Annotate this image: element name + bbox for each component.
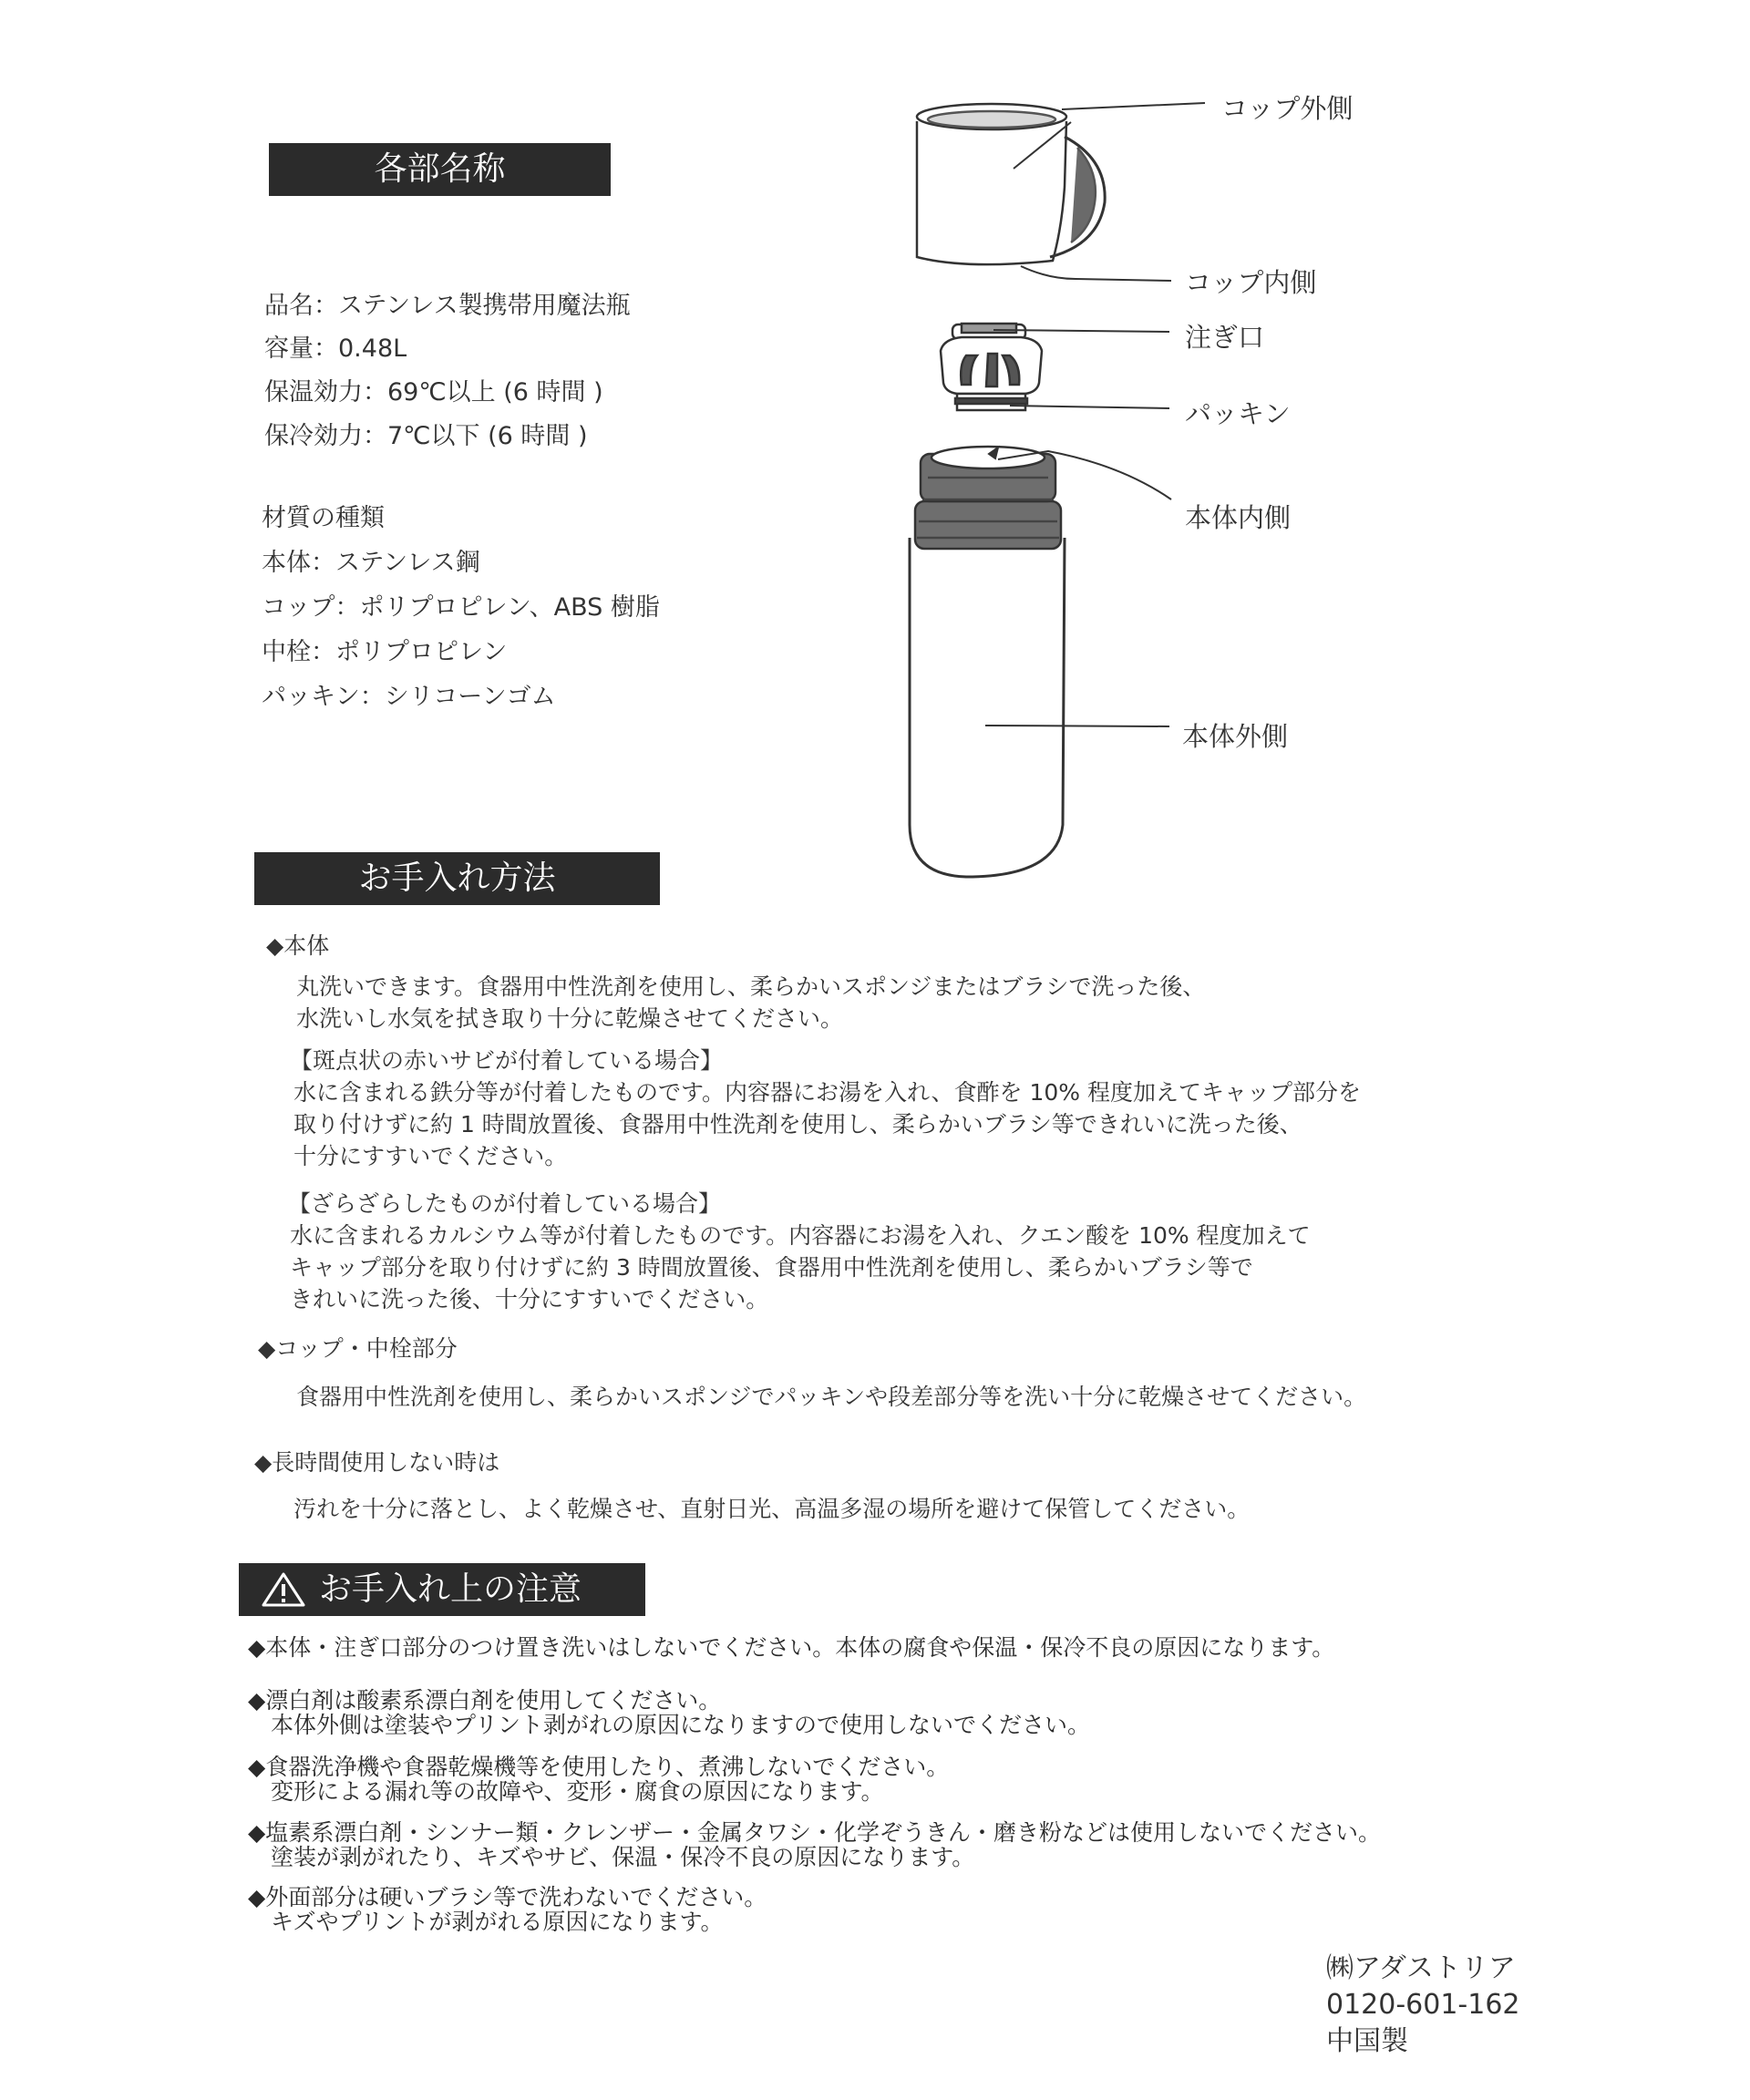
label-body-outer: 本体外側 [1182, 721, 1289, 752]
caution-heading [239, 1563, 645, 1616]
caution-item: ◆食器洗浄機や食器乾燥機等を使用したり、煮沸しないでください。 変形による漏れ等の故障や、変形・腐食の原因になります。 [248, 1754, 950, 1805]
spout-cap-illustration [941, 324, 1042, 410]
bottle-illustration [910, 447, 1065, 877]
rust-text: 水に含まれる鉄分等が付着したものです。内容器にお湯を入れ、食酢を 10% 程度加えてキャップ部分を 取り付けずに約 1 時間放置後、食器用中性洗剤を使用し、柔らかいブラシ等できれいに洗った後、 十分にすすいでください。 [293, 1079, 1361, 1169]
cup-illustration [917, 104, 1105, 264]
material-body: 本体：ステンレス鋼 [262, 549, 480, 577]
spec-capacity: 容量：0.48L [264, 335, 407, 363]
cup-title: ◆コップ・中栓部分 [258, 1335, 458, 1362]
storage-title: ◆長時間使用しない時は [254, 1449, 500, 1476]
materials-title: 材質の種類 [262, 504, 385, 532]
label-gasket: パッキン [1185, 398, 1291, 429]
care-heading: お手入れ方法 [254, 852, 660, 905]
country-of-origin: 中国製 [1326, 2025, 1408, 2057]
care-body-title: ◆本体 [266, 932, 330, 959]
rough-title: 【ざらざらしたものが付着している場合】 [288, 1190, 722, 1217]
care-body-text: 丸洗いできます。食器用中性洗剤を使用し、柔らかいスポンジまたはブラシで洗った後、 水洗いし水気を拭き取り十分に乾燥させてください。 [296, 973, 1206, 1032]
label-cup-outer: コップ外側 [1221, 93, 1354, 124]
company-info [1326, 1951, 1520, 2060]
storage-text: 汚れを十分に落とし、よく乾燥させ、直射日光、高温多湿の場所を避けて保管してください。 [293, 1496, 1251, 1522]
spec-product-name: 品名：ステンレス製携帯用魔法瓶 [264, 292, 631, 320]
label-body-inner: 本体内側 [1185, 502, 1292, 533]
material-inner-plug: 中栓：ポリプロピレン [262, 638, 508, 666]
caution-item: ◆塩素系漂白剤・シンナー類・クレンザー・金属タワシ・化学ぞうきん・磨き粉などは使用しないでください。 塗装が剥がれたり、キズやサビ、保温・保冷不良の原因になります。 [248, 1819, 1381, 1870]
caution-item: ◆漂白剤は酸素系漂白剤を使用してください。 本体外側は塗装やプリント剥がれの原因になりますので使用しないでください。 [248, 1687, 1091, 1738]
rust-title: 【斑点状の赤いサビが付着している場合】 [290, 1047, 724, 1074]
spec-cold-retention: 保冷効力：7℃以下 (6 時間 ) [264, 422, 588, 450]
caution-item: ◆本体・注ぎ口部分のつけ置き洗いはしないでください。本体の腐食や保温・保冷不良の原因になります。 [248, 1634, 1335, 1661]
caution-item: ◆外面部分は硬いブラシ等で洗わないでください。 キズやプリントが剥がれる原因になります。 [248, 1884, 767, 1935]
rough-text: 水に含まれるカルシウム等が付着したものです。内容器にお湯を入れ、クエン酸を 10% 程度加えて キャップ部分を取り付けずに約 3 時間放置後、食器用中性洗剤を使用し、柔らかいブラシ等で きれいに洗った後、十分にすすいでください。 [290, 1222, 1311, 1312]
spec-heat-retention: 保温効力：69℃以上 (6 時間 ) [264, 378, 603, 407]
material-gasket: パッキン：シリコーンゴム [262, 683, 556, 711]
company-phone: 0120-601-162 [1326, 1989, 1520, 2021]
warning-icon [261, 1571, 306, 1608]
cup-text: 食器用中性洗剤を使用し、柔らかいスポンジでパッキンや段差部分等を洗い十分に乾燥させてください。 [296, 1384, 1367, 1410]
parts-heading: 各部名称 [269, 143, 611, 196]
material-cup: コップ：ポリプロピレン、ABS 樹脂 [262, 593, 660, 622]
label-cup-inner: コップ内側 [1185, 267, 1317, 298]
label-spout: 注ぎ口 [1185, 322, 1265, 353]
company-name: ㈱アダストリア [1326, 1952, 1516, 1984]
caution-heading-text: お手入れ上の注意 [319, 1570, 582, 1608]
